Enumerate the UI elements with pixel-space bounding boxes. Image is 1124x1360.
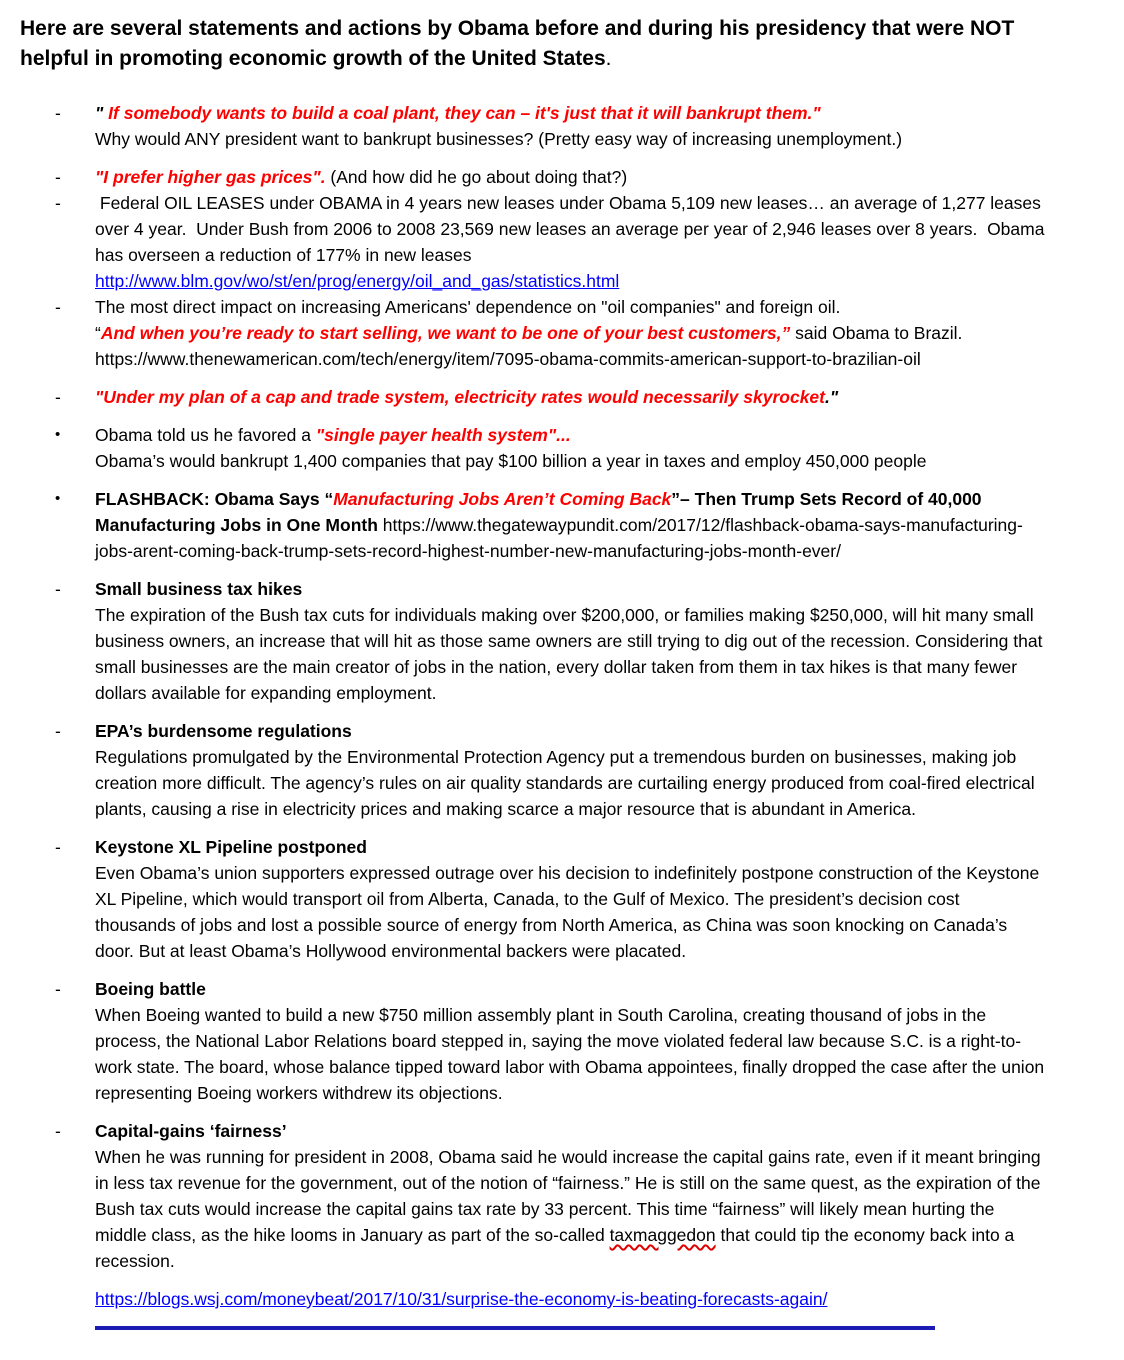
text-run: Small business tax hikes [95,579,303,599]
text-run: FLASHBACK: Obama Says “ [95,489,334,509]
hyperlink[interactable]: https://blogs.wsj.com/moneybeat/2017/10/31/surprise-the-economy-is-beating-forecasts-again/ [95,1289,828,1309]
text-run: Regulations promulgated by the Environmental Protection Agency put a tremendous burden on businesses, making job creation more difficult. The agency’s rules on air quality standards are curtailing energy produced from coal-fired electrical plants, causing a rise in electricity prices and making scarce a major resource that is abundant in America. [95,747,1040,819]
blank-line [20,1106,1104,1118]
text-run: ." [825,387,839,407]
bullet-marker: - [55,721,61,741]
bullet-item [20,422,1104,474]
bullet-content [95,1286,1104,1312]
bullet-item [20,1118,1104,1274]
text-run: Obama told us he favored a [95,425,316,445]
bullet-marker: - [55,297,61,317]
text-run: Manufacturing Jobs Aren’t Coming Back [333,489,672,509]
text-run: EPA’s burdensome regulations [95,721,352,741]
bullet-item [20,834,1104,964]
text-run: Even Obama’s union supporters expressed outrage over his decision to indefinitely postpone construction of the Keystone XL Pipeline, which would transport oil from Alberta, Canada, to the Gulf of Mexico. The president’s decision cost thousands of jobs and lost a possible source of energy from North America, as China was soon knocking on Canada’s door. But at least Obama’s Hollywood environmental backers were placated. [95,863,1045,961]
text-run: " [95,103,109,123]
bullet-content [95,486,1104,564]
blank-line [20,474,1104,486]
bullet-item [20,190,1104,294]
text-run: https://www.thenewamerican.com/tech/energy/item/7095-obama-commits-american-support-to-brazilian-oil [95,349,921,369]
bullet-content [95,834,1104,964]
text-run: Keystone XL Pipeline postponed [95,837,367,857]
blank-line [20,1274,1104,1286]
text-run: When he was running for president in 2008, Obama said he would increase the capital gains rate, even if it meant bringing in less tax revenue for the government, out of the notion of “fairness.” He is still on the same quest, as the expiration of the Bush tax cuts would increase the capital gains tax rate by 33 percent. This time “fairness” will likely mean hurting the middle class, as the hike looms in January as part of the so-called [95,1147,1046,1245]
bullet-marker: • [55,490,61,507]
bullet-content [95,100,1104,152]
bullet-marker: • [55,426,61,443]
text-run: Boeing battle [95,979,206,999]
bullet-content [95,718,1104,822]
text-run: Federal OIL LEASES under OBAMA in 4 years new leases under Obama 5,109 new leases… an average of 1,277 leases over 4 year. Under Bush from 2006 to 2008 23,569 new leases an average per year of 2,946 leases over 8 years. Obama has overseen a reduction of 177% in new leases [95,193,1050,265]
blank-line [20,152,1104,164]
divider-rule [95,1326,935,1330]
document-title [20,14,1104,74]
bullet-marker: - [55,167,61,187]
text-run: taxmaggedon [609,1225,716,1245]
blank-line [20,964,1104,976]
bullet-item [20,164,1104,190]
bullet-marker: - [55,979,61,999]
text-run: ”– Then Trump Sets Record of 40,000 Manufacturing Jobs in One Month [95,489,987,535]
text-run: said Obama to Brazil. [790,323,963,343]
blank-line [20,564,1104,576]
bullet-marker: - [55,579,61,599]
text-run: And when you’re ready to start selling, we want to be one of your best customers,” [100,323,791,343]
bullet-marker: - [55,387,61,407]
text-run: "single payer health system"... [315,425,571,445]
bullet-marker: - [55,103,61,123]
bullet-content [95,294,1104,372]
text-run: “ [95,323,101,343]
blank-line [20,822,1104,834]
text-run: https://www.thegatewaypundit.com/2017/12/flashback-obama-says-manufacturing-jobs-arent-coming-back-trump-sets-record-highest-number-new-manufacturing-jobs-month-ever/ [95,515,1023,561]
blank-line [20,372,1104,384]
text-run: "I prefer higher gas prices". [95,167,326,187]
bullet-content [95,190,1104,294]
bullet-item [20,486,1104,564]
bullet-marker: - [55,1121,61,1141]
bullet-item [20,576,1104,706]
bullet-content [95,976,1104,1106]
indented-paragraph [20,1286,1104,1312]
text-run: Why would ANY president want to bankrupt businesses? (Pretty easy way of increasing unemployment.) [95,129,903,149]
blank-line [20,706,1104,718]
text-run: "Under my plan of a cap and trade system, electricity rates would necessarily skyrocket [95,387,825,407]
text-run: If somebody wants to build a coal plant, they can – it's just that it will bankrupt them." [108,103,821,123]
bullet-content [95,1118,1104,1274]
bullet-marker: - [55,193,61,213]
text-run: When Boeing wanted to build a new $750 million assembly plant in South Carolina, creating thousand of jobs in the process, the National Labor Relations board stepped in, saying the move violated federal law because S.C. is a right-to-work state. The board, whose balance tipped toward labor with Obama appointees, finally dropped the case after the union representing Boeing workers withdrew its objections. [95,1005,1050,1103]
text-run: . [605,47,612,70]
bullet-item [20,384,1104,410]
blank-line [20,410,1104,422]
text-run: Here are several statements and actions by Obama before and during his presidency that were NOT helpful in promoting economic growth of the United States [20,17,1021,70]
text-run: Capital-gains ‘fairness’ [95,1121,287,1141]
bullet-content [95,576,1104,706]
bullet-item [20,718,1104,822]
text-run: Obama’s would bankrupt 1,400 companies that pay $100 billion a year in taxes and employ 450,000 people [95,451,927,471]
text-run: The expiration of the Bush tax cuts for individuals making over $200,000, or families making $250,000, will hit many small business owners, an increase that will hit as those same owners are still trying to dig out of the recession. Considering that small businesses are the main creator of jobs in the nation, every dollar taken from them in tax hikes is that many fewer dollars available for expanding employment. [95,605,1048,703]
blank-line [20,88,1104,100]
text-run: The most direct impact on increasing Americans' dependence on "oil companies" and foreign oil. [95,297,841,317]
bullet-item [20,976,1104,1106]
bullet-item [20,294,1104,372]
bullet-content [95,422,1104,474]
hyperlink[interactable]: http://www.blm.gov/wo/st/en/prog/energy/oil_and_gas/statistics.html [95,271,620,291]
bullet-content [95,164,1104,190]
text-run: (And how did he go about doing that?) [325,167,628,187]
bullet-marker: - [55,837,61,857]
bullet-item [20,100,1104,152]
bullet-content [95,384,1104,410]
text-run: that could tip the economy back into a recession. [95,1225,1020,1271]
